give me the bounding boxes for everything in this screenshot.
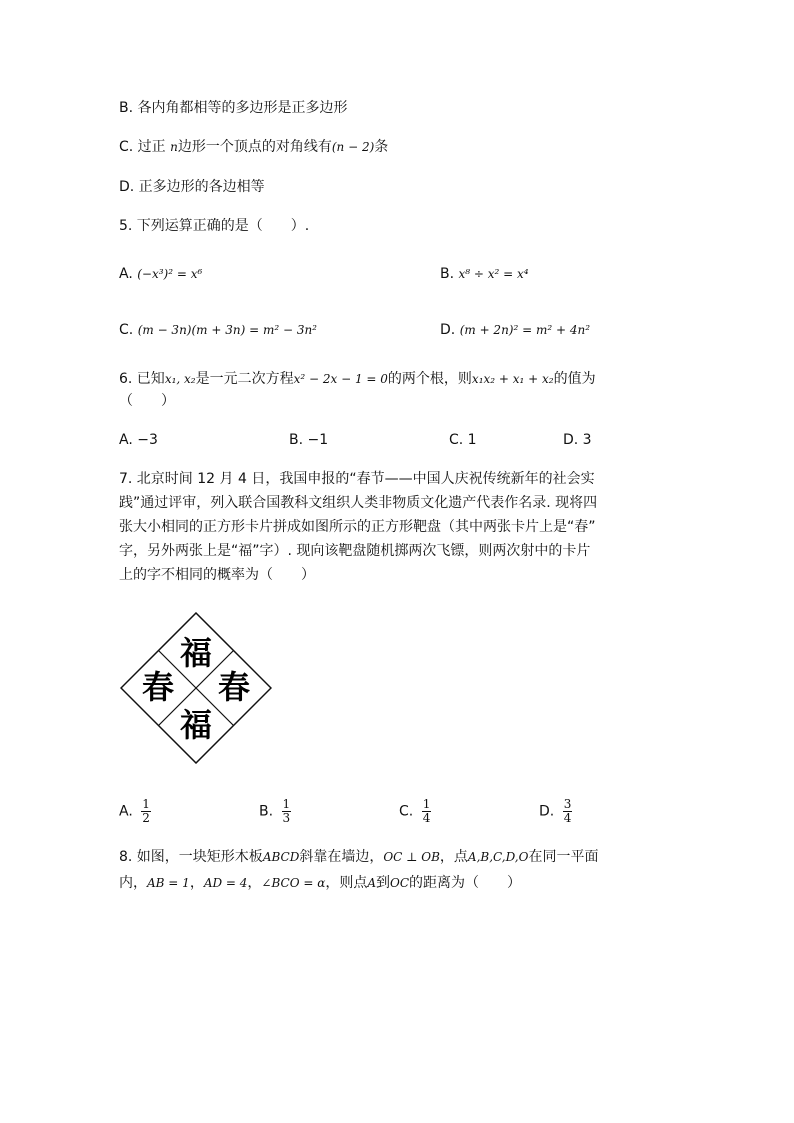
q6-paren: （ ） [119,393,175,409]
q8-rect: ABCD [262,850,300,864]
q6-option-a: A. −3 [119,432,158,448]
q7-line-5: 上的字不相同的概率为（ ） [119,567,315,583]
q7-option-a-label: A. [119,803,133,820]
q6-expression: x₁x₂ + x₁ + x₂ [471,372,554,386]
q8-sep-2: ， [247,875,262,891]
q5-option-b [440,264,529,284]
q6-stem-pre: 6. 已知 [119,371,165,387]
q6-option-b: B. −1 [289,432,329,448]
q8-oc: OC [390,876,410,890]
q7-option-b [259,798,291,825]
card-bottom-fu: 福 [179,706,213,744]
q7-option-d-label: D. [539,803,555,820]
q7-option-b-fraction [282,798,292,825]
card-right-chun: 春 [217,668,251,706]
q7-option-a-denominator: 2 [142,811,150,825]
q5-option-d-expr: (m + 2n)² = m² + 4n² [459,323,591,337]
q5-option-c-label: C. [119,322,134,338]
q7-option-b-numerator: 1 [282,797,291,811]
q8-sep-1: ， [189,875,204,891]
q7-option-c-label: C. [399,803,414,820]
q4-option-b: B. 各内角都相等的多边形是正多边形 [119,100,348,116]
q8-perp: OC ⊥ OB [383,850,440,864]
q7-option-c [399,798,431,825]
q8-line-1 [119,847,598,867]
q6-stem [119,369,596,389]
q7-option-c-denominator: 4 [422,811,431,825]
q7-line-4: 字，另外两张上是“福”字）. 现向该靶盘随机掷两次飞镖，则两次射中的卡片 [119,543,591,559]
q4-option-c-expr: (n − 2) [331,140,375,154]
q5-stem: 5. 下列运算正确的是（ ）. [119,218,310,234]
q6-stem-mid: 是一元二次方程 [195,371,294,387]
q4-option-c [119,137,388,157]
q6-stem-post: 的值为 [553,371,596,387]
q6-option-d: D. 3 [563,432,592,448]
q7-option-a [119,798,151,825]
q4-option-c-n: n [170,140,178,154]
q8-l1-pre: 8. 如图，一块矩形木板 [119,849,263,865]
q8-l1-mid: 斜靠在墙边， [299,849,384,865]
q4-option-c-mid: 边形一个顶点的对角线有 [177,139,332,155]
q8-point-a: A [367,876,376,890]
q8-l2-mid2: 到 [376,875,390,891]
q7-option-c-fraction [422,798,432,825]
q5-option-a-expr: (−x³)² = x⁶ [137,267,203,281]
q7-option-d-denominator: 4 [563,811,572,825]
q8-ab: AB = 1 [147,876,190,890]
q5-option-d [440,320,590,340]
q5-option-c-expr: (m − 3n)(m + 3n) = m² − 3n² [137,323,317,337]
q7-line-2: 践”通过评审，列入联合国教科文组织人类非物质文化遗产代表作名录. 现将四 [119,495,598,511]
q4-option-c-pre: C. 过正 [119,139,166,155]
q7-option-b-label: B. [259,803,274,820]
q5-option-a [119,264,202,284]
card-top-fu: 福 [179,634,213,672]
q7-option-a-fraction [141,798,151,825]
q5-option-a-label: A. [119,266,133,282]
q8-l1-mid2: ，点 [439,849,468,865]
card-left-chun: 春 [141,668,175,706]
q7-line-1: 7. 北京时间 12 月 4 日，我国申报的“春节——中国人庆祝传统新年的社会实 [119,471,595,487]
q7-option-d [539,798,572,825]
q4-option-d: D. 正多边形的各边相等 [119,179,265,195]
q7-option-c-numerator: 1 [422,797,431,811]
q8-line-2 [119,873,521,893]
q5-option-b-label: B. [440,266,455,282]
q8-angle: ∠BCO = α [261,876,326,890]
q6-roots: x₁, x₂ [164,372,196,386]
q8-points: A,B,C,D,O [467,850,529,864]
q7-option-d-numerator: 3 [563,797,572,811]
q8-l2-post: 的距离为（ ） [409,875,522,891]
q5-option-b-expr: x⁸ ÷ x² = x⁴ [458,267,529,281]
q7-option-d-fraction [563,798,573,825]
q5-option-c [119,320,317,340]
q6-stem-mid2: 的两个根，则 [387,371,472,387]
q8-ad: AD = 4 [203,876,248,890]
q6-option-c: C. 1 [449,432,477,448]
target-board-diagram [120,612,272,764]
q5-option-d-label: D. [440,322,456,338]
q7-line-3: 张大小相同的正方形卡片拼成如图所示的正方形靶盘（其中两张卡片上是“春” [119,519,596,535]
q7-option-b-denominator: 3 [282,811,291,825]
q8-l2-mid: ，则点 [325,875,368,891]
q8-l1-post: 在同一平面 [528,849,599,865]
q7-option-a-numerator: 1 [142,797,150,811]
q8-l2-pre: 内， [119,875,147,891]
q4-option-c-post: 条 [374,139,389,155]
q6-equation: x² − 2x − 1 = 0 [293,372,388,386]
